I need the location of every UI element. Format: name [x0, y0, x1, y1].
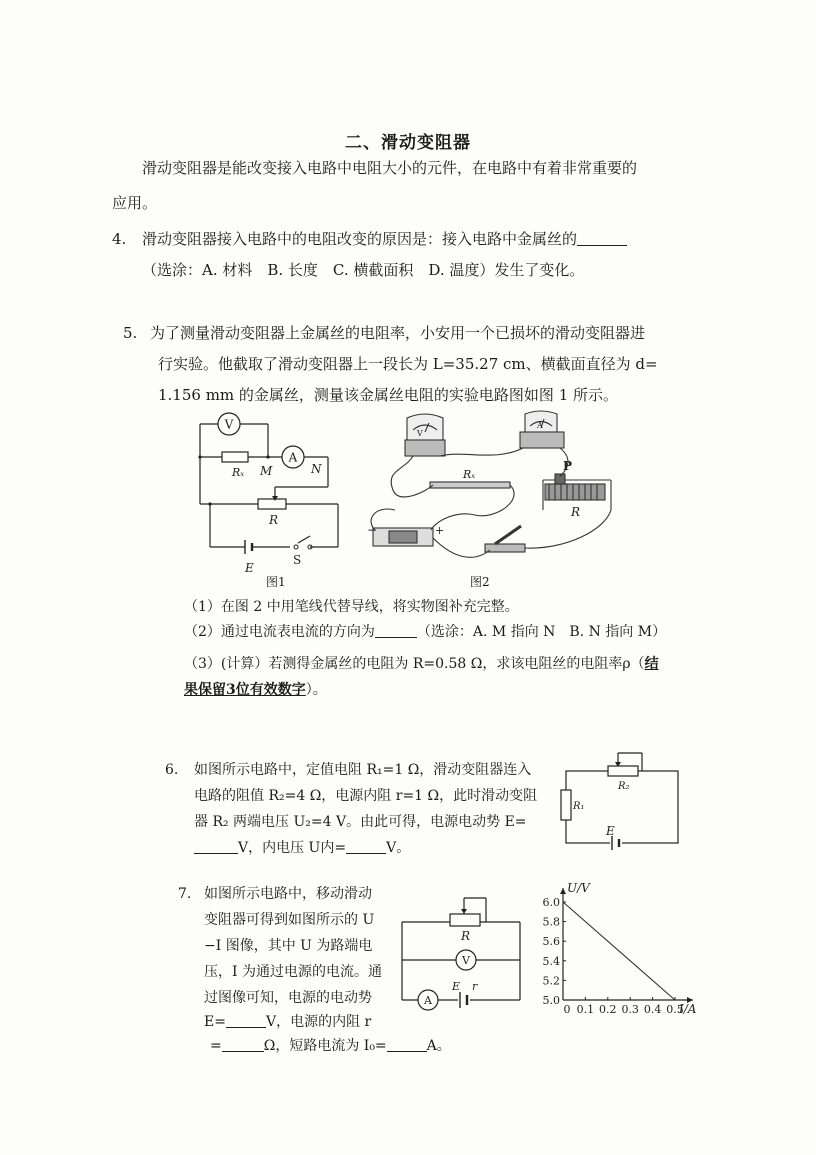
chart-series-line	[563, 902, 675, 1000]
q7-label-r: R	[461, 929, 471, 943]
fig1-label-a: A	[288, 450, 298, 465]
q5-line-2: 行实验。他截取了滑动变阻器上一段长为 L=35.27 cm、横截面直径为 d=	[158, 355, 658, 373]
q5-sub-1: （1）在图 2 中用笔线代替导线，将实物图补充完整。	[184, 599, 519, 615]
q6-line-4	[194, 838, 410, 858]
q5-sub-3-cont	[184, 680, 327, 700]
q5-sub-2-pre: （2）通过电流表电流的方向为	[184, 624, 375, 640]
chart-y-tick-label: 5.4	[542, 954, 560, 968]
q6-label-e: E	[606, 824, 615, 838]
q6-internal-voltage-blank[interactable]	[346, 839, 386, 854]
q7-line-6-pre: E=	[204, 1014, 226, 1030]
figure-1-circuit	[190, 412, 345, 587]
q5-line-3: 1.156 mm 的金属丝，测量该金属丝电阻的实验电路图如图 1 所示。	[158, 386, 619, 404]
q7-line-3: −I 图像，其中 U 为路端电	[204, 938, 373, 954]
fig1-label-r: R	[269, 513, 279, 527]
q5-sub-3-post: ）。	[305, 682, 327, 698]
intro-line-2: 应用。	[112, 194, 158, 212]
q7-line-4: 压，I 为通过电源的电流。通	[204, 964, 382, 980]
figure-1-caption: 图1	[266, 575, 286, 589]
q5-line-1: 为了测量滑动变阻器上金属丝的电阻率，小安用一个已损坏的滑动变阻器进	[150, 324, 646, 342]
q6-line-1: 如图所示电路中，定值电阻 R₁=1 Ω，滑动变阻器连入	[194, 762, 532, 778]
q7-line-5: 过图像可知，电源的电动势	[204, 990, 372, 1006]
chart-x-tick-label: 0	[563, 1003, 571, 1016]
q6-line-4-end: V。	[386, 840, 411, 856]
q5-sub-2-blank[interactable]	[375, 623, 417, 638]
q7-short-current-blank[interactable]	[387, 1037, 427, 1052]
q7-label-internal-r: r	[472, 980, 478, 993]
q7-line-7-pre: =	[210, 1038, 222, 1054]
q6-line-2: 电路的阻值 R₂=4 Ω，电源内阻 r=1 Ω，此时滑动变阻	[194, 788, 538, 804]
q7-ui-chart	[535, 882, 705, 1022]
q7-number: 7.	[178, 886, 192, 902]
chart-x-tick-label: 0.1	[576, 1003, 595, 1016]
q7-line-7-mid: Ω，短路电流为 I₀=	[263, 1038, 387, 1054]
fig1-label-n: N	[311, 462, 322, 476]
q5-sub-2-post: （选涂：A. M 指向 N B. N 指向 M）	[416, 624, 667, 640]
q4-text: 滑动变阻器接入电路中的电阻改变的原因是：接入电路中金属丝的	[142, 230, 578, 248]
q5-number: 5.	[123, 324, 138, 342]
q6-circuit	[558, 745, 688, 855]
fig2-label-a: A	[537, 421, 543, 430]
chart-y-tick-label: 5.6	[542, 935, 560, 949]
q6-line-4-mid: V，内电压 U内=	[238, 840, 347, 856]
chart-y-tick-label: 5.8	[542, 915, 560, 929]
figure-2-apparatus	[365, 410, 640, 572]
fig2-label-plus: +	[435, 524, 445, 537]
fig1-label-s: S	[293, 553, 302, 567]
q5-sub-3	[184, 654, 659, 674]
q4-number: 4.	[112, 230, 127, 248]
q6-label-r1: R₁	[573, 801, 585, 812]
fig2-label-rx: Rₓ	[463, 468, 476, 481]
q7-label-e: E	[452, 980, 461, 993]
fig2-label-r: R	[571, 505, 581, 519]
q7-line-6	[204, 1012, 371, 1032]
q5-sub-3-underline-1: 结	[644, 656, 659, 672]
q7-line-1: 如图所示电路中，移动滑动	[204, 886, 372, 902]
chart-x-tick-label: 0.2	[599, 1003, 617, 1016]
fig2-label-minus: −	[367, 523, 378, 537]
q5-sub-3-pre: （3）(计算）若测得金属丝的电阻为 R=0.58 Ω，求该电阻丝的电阻率ρ（	[184, 656, 645, 672]
chart-x-tick-label: 0.3	[621, 1003, 639, 1016]
fig2-label-p: P	[563, 459, 573, 473]
q7-label-a: A	[424, 994, 432, 1007]
q6-emf-blank[interactable]	[194, 839, 238, 854]
q6-line-3: 器 R₂ 两端电压 U₂=4 V。由此可得，电源电动势 E=	[194, 814, 527, 830]
chart-x-label: I/A	[679, 1002, 697, 1016]
q5-sub-2	[184, 622, 666, 642]
fig1-label-m: M	[260, 464, 273, 478]
q7-line-2: 变阻器可得到如图所示的 U	[204, 912, 375, 928]
figure-2-caption: 图2	[470, 575, 490, 589]
chart-x-tick-label: 0.5	[666, 1003, 684, 1016]
q7-line-7	[210, 1036, 451, 1056]
chart-y-arrow	[560, 888, 566, 894]
chart-y-tick-label: 5.2	[542, 974, 560, 988]
chart-y-tick-label: 6.0	[542, 896, 560, 909]
intro-line-1: 滑动变阻器是能改变接入电路中电阻大小的元件，在电路中有着非常重要的	[142, 159, 638, 177]
fig1-label-rx: Rₓ	[232, 466, 245, 479]
fig1-label-e: E	[245, 561, 254, 575]
q7-line-7-end: A。	[426, 1038, 451, 1054]
q5-sub-3-underline-2: 果保留3位有效数字	[184, 682, 306, 698]
fig2-label-v: V	[417, 429, 423, 438]
fig1-label-v: V	[224, 417, 234, 432]
chart-x-tick-label: 0.4	[643, 1003, 662, 1016]
q7-label-v: V	[462, 954, 470, 967]
q4-line-2: （选涂：A. 材料 B. 长度 C. 横截面积 D. 温度）发生了变化。	[142, 261, 585, 279]
q7-line-6-mid: V，电源的内阻 r	[265, 1014, 372, 1030]
chart-y-tick-label: 5.0	[542, 994, 560, 1007]
q4-answer-blank[interactable]	[577, 231, 627, 246]
section-title: 二、滑动变阻器	[345, 133, 471, 153]
q6-label-r2: R₂	[618, 781, 630, 792]
q7-emf-blank[interactable]	[226, 1013, 266, 1028]
q4-line-1	[142, 229, 627, 249]
chart-y-label: U/V	[567, 882, 590, 895]
q7-resistance-blank[interactable]	[222, 1037, 264, 1052]
q7-circuit	[398, 890, 528, 1015]
q6-number: 6.	[165, 762, 179, 778]
